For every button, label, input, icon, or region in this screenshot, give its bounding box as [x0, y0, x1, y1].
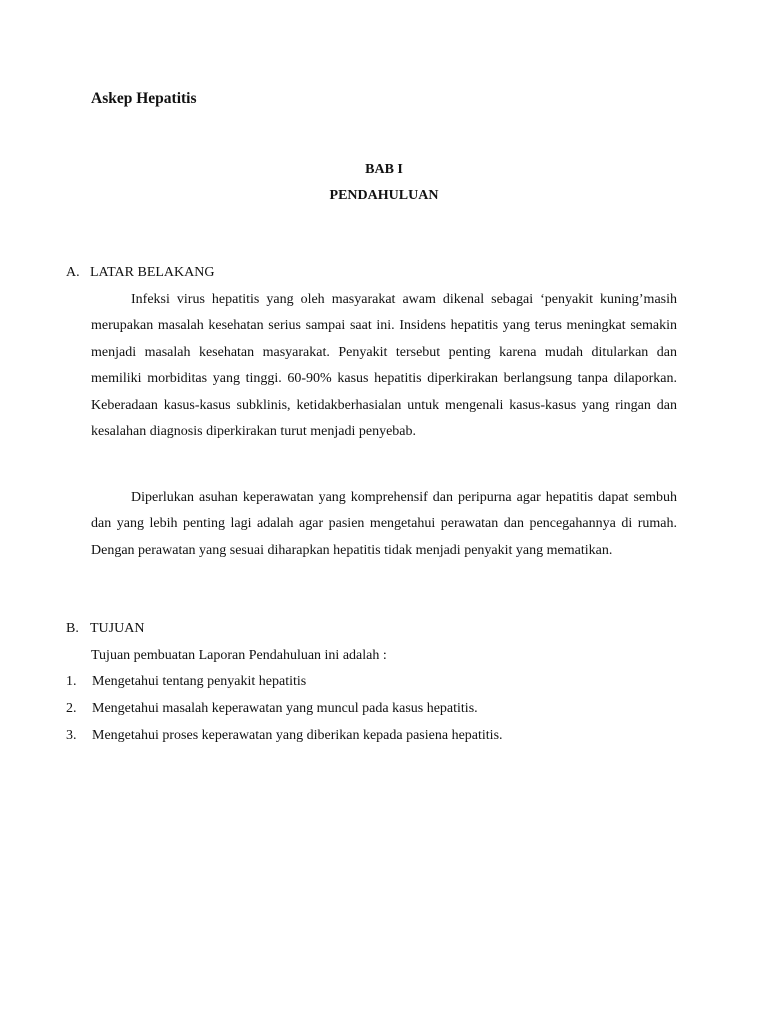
chapter-title: PENDAHULUAN: [329, 188, 439, 203]
section-a-letter: A.: [66, 265, 80, 280]
chapter-number: BAB I: [365, 162, 403, 177]
section-a-heading: [66, 265, 214, 281]
document-title: Askep Hepatitis: [91, 90, 197, 107]
list-item-number: 1.: [66, 674, 77, 689]
list-item-text: Mengetahui proses keperawatan yang diberikan kepada pasiena hepatitis.: [92, 728, 503, 743]
list-item-number: 2.: [66, 701, 77, 716]
section-b-letter: B.: [66, 621, 79, 636]
list-item: [66, 668, 503, 695]
list-item-text: Mengetahui masalah keperawatan yang muncul pada kasus hepatitis.: [92, 701, 478, 716]
background-paragraph-2: Diperlukan asuhan keperawatan yang komprehensif dan peripurna agar hepatitis dapat sembuh dan yang lebih penting lagi adalah agar pasien mengetahui perawatan dan pencegahannya di rumah. Dengan perawatan yang sesuai diharapkan hepatitis tidak menjadi penyakit yang mematikan.: [91, 490, 677, 558]
section-b-title: TUJUAN: [90, 621, 145, 636]
section-a-title: LATAR BELAKANG: [90, 265, 215, 280]
list-item: [66, 695, 503, 722]
list-item: [66, 722, 503, 749]
goals-intro: Tujuan pembuatan Laporan Pendahuluan ini adalah :: [91, 648, 387, 663]
goals-list: [66, 668, 503, 749]
background-paragraph-1: Infeksi virus hepatitis yang oleh masyarakat awam dikenal sebagai ‘penyakit kuning’masih merupakan masalah kesehatan serius sampai saat ini. Insidens hepatitis yang terus meningkat semakin menjadi masalah kesehatan masyarakat. Penyakit tersebut penting karena mudah ditularkan dan memiliki morbiditas yang tinggi. 60-90% kasus hepatitis diperkirakan berlangsung tanpa dilaporkan. Keberadaan kasus-kasus subklinis, ketidakberhasialan untuk mengenali kasus-kasus yang ringan dan kesalahan diagnosis diperkirakan turut menjadi penyebab.: [91, 292, 677, 440]
section-b-heading: [66, 621, 144, 637]
list-item-number: 3.: [66, 728, 77, 743]
list-item-text: Mengetahui tentang penyakit hepatitis: [92, 674, 307, 689]
